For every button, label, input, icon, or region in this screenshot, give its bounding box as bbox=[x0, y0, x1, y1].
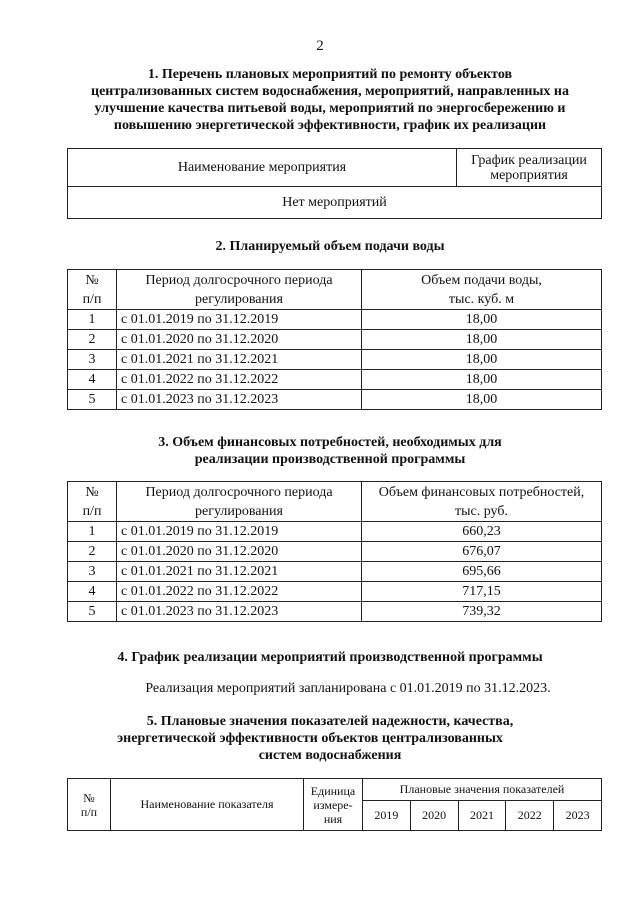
wv-h-value: Объем подачи воды, тыс. куб. м bbox=[362, 270, 602, 310]
page-number: 2 bbox=[316, 38, 324, 54]
fn-num: 4 bbox=[68, 582, 117, 602]
fn-value: 695,66 bbox=[362, 562, 602, 582]
activities-col-schedule: График реализации мероприятия bbox=[457, 149, 602, 187]
table-row bbox=[68, 370, 602, 390]
ind-h-unit: Единица измере- ния bbox=[304, 779, 363, 831]
wv-value: 18,00 bbox=[362, 330, 602, 350]
ind-year-2022: 2022 bbox=[506, 801, 554, 831]
ind-year-2023: 2023 bbox=[554, 801, 602, 831]
fn-period: с 01.01.2023 по 31.12.2023 bbox=[117, 602, 362, 622]
table-row bbox=[68, 390, 602, 410]
wv-num: 4 bbox=[68, 370, 117, 390]
wv-num: 3 bbox=[68, 350, 117, 370]
section2-title: 2. Планируемый объем подачи воды bbox=[215, 239, 445, 254]
wv-period: с 01.01.2020 по 31.12.2020 bbox=[117, 330, 362, 350]
fn-period: с 01.01.2021 по 31.12.2021 bbox=[117, 562, 362, 582]
wv-num: 1 bbox=[68, 310, 117, 330]
fn-value: 739,32 bbox=[362, 602, 602, 622]
wv-h-num: № п/п bbox=[68, 270, 117, 310]
fn-num: 3 bbox=[68, 562, 117, 582]
ind-year-2021: 2021 bbox=[458, 801, 506, 831]
wv-h-period: Период долгосрочного периода регулирования bbox=[117, 270, 362, 310]
table-row bbox=[68, 330, 602, 350]
wv-value: 18,00 bbox=[362, 310, 602, 330]
fn-period: с 01.01.2020 по 31.12.2020 bbox=[117, 542, 362, 562]
wv-value: 18,00 bbox=[362, 350, 602, 370]
section5-title: 5. Плановые значения показателей надежности, качества, энергетической эффективности объектов централизованных систем водоснабжения bbox=[117, 714, 514, 763]
fn-h-value: Объем финансовых потребностей, тыс. руб. bbox=[362, 482, 602, 522]
water-volume-table bbox=[67, 269, 602, 410]
ind-year-2019: 2019 bbox=[363, 801, 411, 831]
ind-year-2020: 2020 bbox=[410, 801, 458, 831]
fn-h-num: № п/п bbox=[68, 482, 117, 522]
wv-period: с 01.01.2019 по 31.12.2019 bbox=[117, 310, 362, 330]
section3-title: 3. Объем финансовых потребностей, необходимых для реализации производственной программы bbox=[158, 435, 502, 467]
fn-value: 717,15 bbox=[362, 582, 602, 602]
table-row bbox=[68, 310, 602, 330]
fn-value: 660,23 bbox=[362, 522, 602, 542]
activities-empty: Нет мероприятий bbox=[68, 187, 602, 219]
table-row bbox=[68, 350, 602, 370]
wv-num: 2 bbox=[68, 330, 117, 350]
table-row bbox=[68, 522, 602, 542]
wv-value: 18,00 bbox=[362, 390, 602, 410]
section4-text: Реализация мероприятий запланирована с 01.01.2019 по 31.12.2023. bbox=[145, 681, 551, 696]
fn-period: с 01.01.2019 по 31.12.2019 bbox=[117, 522, 362, 542]
table-row bbox=[68, 542, 602, 562]
table-row bbox=[68, 582, 602, 602]
wv-period: с 01.01.2021 по 31.12.2021 bbox=[117, 350, 362, 370]
fn-num: 2 bbox=[68, 542, 117, 562]
wv-period: с 01.01.2022 по 31.12.2022 bbox=[117, 370, 362, 390]
fn-value: 676,07 bbox=[362, 542, 602, 562]
ind-h-num: № п/п bbox=[68, 779, 111, 831]
fn-period: с 01.01.2022 по 31.12.2022 bbox=[117, 582, 362, 602]
ind-h-name: Наименование показателя bbox=[111, 779, 304, 831]
activities-table bbox=[67, 148, 602, 219]
fn-h-period: Период долгосрочного периода регулирования bbox=[117, 482, 362, 522]
table-row bbox=[68, 562, 602, 582]
wv-period: с 01.01.2023 по 31.12.2023 bbox=[117, 390, 362, 410]
indicators-table bbox=[67, 778, 602, 831]
fn-num: 1 bbox=[68, 522, 117, 542]
section1-title: 1. Перечень плановых мероприятий по ремонту объектов централизованных систем водоснабжения, мероприятий, направленных на улучшение качества питьевой воды, мероприятий по энергосбережению и повышению энергетической эффективности, график их реализации bbox=[91, 67, 569, 133]
table-row bbox=[68, 602, 602, 622]
section4-title: 4. График реализации мероприятий производственной программы bbox=[117, 650, 543, 665]
wv-value: 18,00 bbox=[362, 370, 602, 390]
fn-num: 5 bbox=[68, 602, 117, 622]
financial-table bbox=[67, 481, 602, 622]
wv-num: 5 bbox=[68, 390, 117, 410]
ind-h-plan: Плановые значения показателей bbox=[363, 779, 602, 801]
activities-col-name: Наименование мероприятия bbox=[68, 149, 457, 187]
